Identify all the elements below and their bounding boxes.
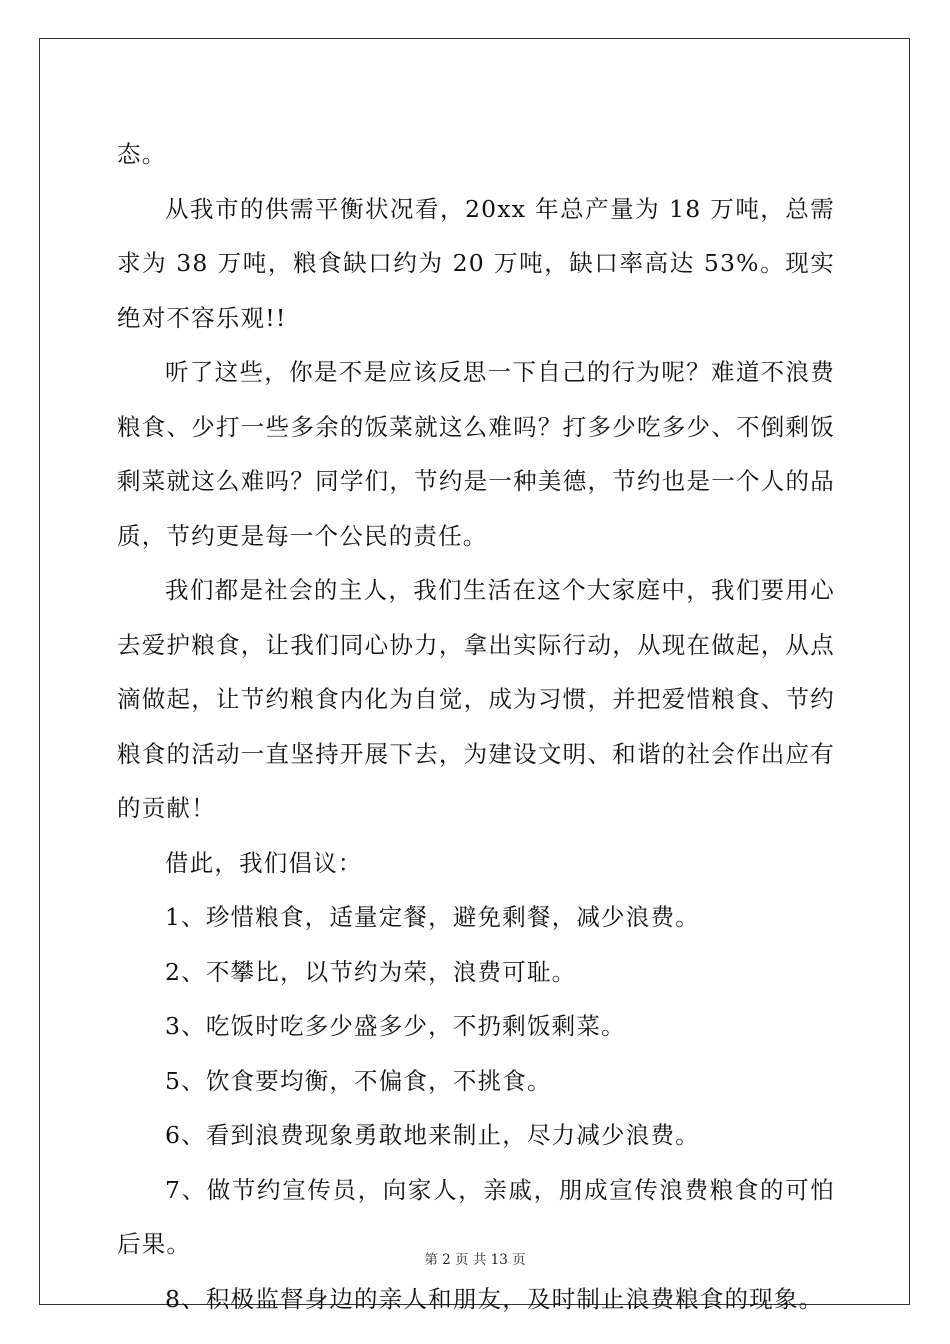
list-item: 3、吃饭时吃多少盛多少，不扔剩饭剩菜。 xyxy=(165,1012,626,1040)
paragraph: 从我市的供需平衡状况看，20xx 年总产量为 18 万吨，总需求为 38 万吨，粮食缺口约为 20 万吨，缺口率高达 53%。现实绝对不容乐观!! xyxy=(117,194,835,332)
list-item: 7、做节约宣传员，向家人，亲戚，朋成宣传浪费粮食的可怕后果。 xyxy=(117,1175,835,1258)
paragraph: 我们都是社会的主人，我们生活在这个大家庭中，我们要用心去爱护粮食，让我们同心协力，拿出实际行动，从现在做起，从点滴做起，让节约粮食内化为自觉，成为习惯，并把爱惜粮食、节约粮食的活动一直坚持开展下去，为建设文明、和谐的社会作出应有的贡献！ xyxy=(117,576,835,822)
paragraph: 听了这些，你是不是应该反思一下自己的行为呢？难道不浪费粮食、少打一些多余的饭菜就这么难吗？打多少吃多少、不倒剩饭剩菜就这么难吗？同学们，节约是一种美德，节约也是一个人的品质，节约更是每一个公民的责任。 xyxy=(117,358,835,550)
list-item: 5、饮食要均衡，不偏食，不挑食。 xyxy=(165,1066,552,1095)
list-item: 8、积极监督身边的亲人和朋友，及时制止浪费粮食的现象。 xyxy=(165,1284,824,1313)
list-item: 1、珍惜粮食，适量定餐，避免剩餐，减少浪费。 xyxy=(165,903,700,931)
page-number-footer: 第 2 页 共 13 页 xyxy=(424,1252,526,1268)
list-item: 6、看到浪费现象勇敢地来制止，尽力减少浪费。 xyxy=(165,1121,700,1149)
paragraph: 态。 xyxy=(117,140,167,168)
document-body xyxy=(117,127,835,1326)
paragraph: 借此，我们倡议： xyxy=(165,848,363,877)
list-item: 2、不攀比，以节约为荣，浪费可耻。 xyxy=(165,957,577,986)
